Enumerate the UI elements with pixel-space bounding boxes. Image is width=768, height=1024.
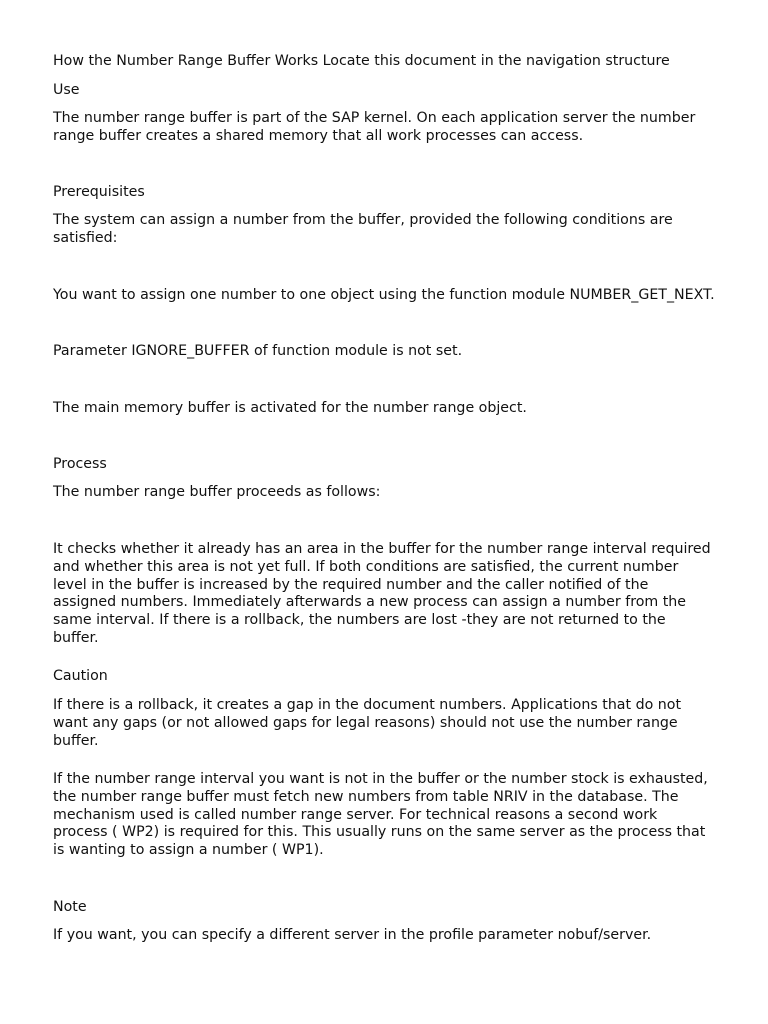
section-heading-note: Note [53,899,87,915]
process-intro-paragraph: The number range buffer proceeds as follows: [53,484,381,500]
section-heading-caution: Caution [53,668,108,684]
number-range-server-paragraph: If the number range interval you want is not in the buffer or the number stock is exhausted, the number range buffer must fetch new numbers from table NRIV in the database. The mechanism used is called number range server. For technical reasons a second work process ( WP2) is required for this. This usually runs on the same server as the process that is wanting to assign a number ( WP1). [53,771,708,859]
caution-paragraph: If there is a rollback, it creates a gap in the document numbers. Applications that do not want any gaps (or not allowed gaps for legal reasons) should not use the number range buffer. [53,697,682,749]
document-title: How the Number Range Buffer Works Locate this document in the navigation structure [53,53,670,69]
use-paragraph: The number range buffer is part of the SAP kernel. On each application server the number range buffer creates a shared memory that all work processes can access. [53,110,696,144]
condition-item-3: The main memory buffer is activated for the number range object. [53,400,527,416]
section-heading-use: Use [53,82,80,98]
process-paragraph: It checks whether it already has an area in the buffer for the number range interval required and whether this area is not yet full. If both conditions are satisfied, the current number level in the buffer is increased by the required number and the caller notified of the assigned numbers. Immediately afterwards a new process can assign a number from the same interval. If there is a rollback, the numbers are lost -they are not returned to the buffer. [53,541,711,646]
section-heading-process: Process [53,456,107,472]
note-paragraph: If you want, you can specify a different server in the profile parameter nobuf/server. [53,927,652,943]
section-heading-prerequisites: Prerequisites [53,184,145,200]
condition-item-1: You want to assign one number to one object using the function module NUMBER_GET_NEXT. [53,287,715,303]
prerequisites-paragraph: The system can assign a number from the buffer, provided the following conditions are satisfied: [53,212,673,246]
condition-item-2: Parameter IGNORE_BUFFER of function module is not set. [53,343,463,359]
